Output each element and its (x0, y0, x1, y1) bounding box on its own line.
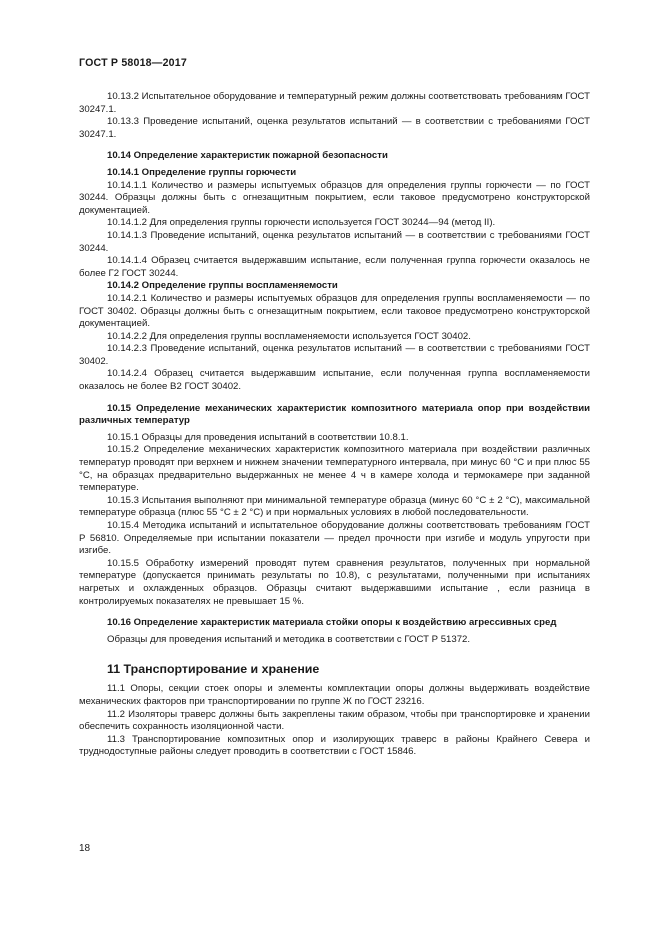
subsection-heading-10-14-2: 10.14.2 Определение группы воспламеняемости (107, 280, 338, 292)
paragraph-10-14-2-3: 10.14.2.3 Проведение испытаний, оценка результатов испытаний — в соответствии с требованиями ГОСТ 30402. (79, 343, 590, 367)
paragraph-10-16: Образцы для проведения испытаний и методика в соответствии с ГОСТ Р 51372. (107, 633, 471, 645)
section-heading-10-15: 10.15 Определение механических характеристик композитного материала опор при воздействии различных температур (79, 402, 590, 427)
paragraph-11-3: 11.3 Транспортирование композитных опор и изолирующих траверс в районы Крайнего Севера и труднодоступные районы следует проводить в соответствии с ГОСТ 15846. (79, 733, 590, 758)
paragraph-10-14-2-4: 10.14.2.4 Образец считается выдержавшим испытание, если полученная группа воспламеняемости оказалось не более В2 ГОСТ 30402. (79, 368, 590, 393)
page-number: 18 (79, 843, 91, 854)
paragraph-11-1: 11.1 Опоры, секции стоек опоры и элементы комплектации опоры должны выдерживать воздействие механических факторов при транспортировании по группе Ж по ГОСТ 23216. (79, 683, 590, 707)
paragraph-10-14-1-2: 10.14.1.2 Для определения группы горючести используется ГОСТ 30244—94 (метод II). (107, 217, 496, 229)
paragraph-10-15-5: 10.15.5 Обработку измерений проводят путем сравнения результатов, полученных при нормальной температуре (допускается принимать результаты по 10.8), с результатами, полученными при испытаниях нагретых и охлажденных образцов. Образцы считают выдержавшими испытание , если разница в контролируемых показателях не превышает 15 %. (79, 557, 590, 607)
paragraph-10-14-1-1: 10.14.1.1 Количество и размеры испытуемых образцов для определения группы горючести — по ГОСТ 30244. Образцы должны быть с огнезащитным покрытием, если таковое предусмотрено конструкторской документацией. (79, 179, 590, 216)
section-heading-10-14: 10.14 Определение характеристик пожарной безопасности (107, 150, 388, 162)
paragraph-10-15-1: 10.15.1 Образцы для проведения испытаний в соответствии 10.8.1. (107, 431, 409, 443)
paragraph-10-14-2-2: 10.14.2.2 Для определения группы воспламеняемости используется ГОСТ 30402. (107, 330, 471, 342)
paragraph-10-15-4: 10.15.4 Методика испытаний и испытательное оборудование должны соответствовать требованиям ГОСТ Р 56810. Определяемые при испытании показатели — предел прочности при изгибе и модуль упругости при изгибе. (79, 520, 590, 557)
paragraph-10-13-2: 10.13.2 Испытательное оборудование и температурный режим должны соответствовать требованиям ГОСТ 30247.1. (79, 91, 590, 115)
paragraph-10-14-1-4: 10.14.1.4 Образец считается выдержавшим испытание, если полученная группа горючести оказалось не более Г2 ГОСТ 30244. (79, 255, 590, 279)
chapter-heading-11: 11 Транспортирование и хранение (107, 662, 320, 677)
document-body (79, 91, 590, 759)
subsection-heading-10-14-1: 10.14.1 Определение группы горючести (107, 166, 297, 178)
paragraph-10-14-2-1: 10.14.2.1 Количество и размеры испытуемых образцов для определения группы воспламеняемости — по ГОСТ 30402. Образцы должны быть с огнезащитным покрытием, если таковое предусмотрено конструкторской документацией. (79, 292, 590, 330)
paragraph-11-2: 11.2 Изоляторы траверс должны быть закреплены таким образом, чтобы при транспортировке и хранении обеспечить сохранность изоляционной части. (79, 708, 590, 733)
paragraph-10-15-3: 10.15.3 Испытания выполняют при минимальной температуре образца (минус 60 °С ± 2 °С), максимальной температуре образца (плюс 55 °С ± 2 °С) и при нормальных условиях в любой последовательности. (79, 494, 590, 519)
paragraph-10-14-1-3: 10.14.1.3 Проведение испытаний, оценка результатов испытаний — в соответствии с требованиями ГОСТ 30244. (79, 229, 590, 254)
document-header: ГОСТ Р 58018—2017 (79, 57, 187, 69)
section-heading-10-16: 10.16 Определение характеристик материала стойки опоры к воздействию агрессивных сред (107, 617, 557, 629)
paragraph-10-13-3: 10.13.3 Проведение испытаний, оценка результатов испытаний — в соответствии с требованиями ГОСТ 30247.1. (79, 116, 590, 140)
paragraph-10-15-2: 10.15.2 Определение механических характеристик композитного материала при воздействии различных температур проводят при верхнем и нижнем значении температурного интервала, при минус 60 °С и при плюс 55 °С, на образцах предварительно выдержанных не менее 4 ч в камере холода и термокамере при заданной температуре. (79, 444, 590, 494)
